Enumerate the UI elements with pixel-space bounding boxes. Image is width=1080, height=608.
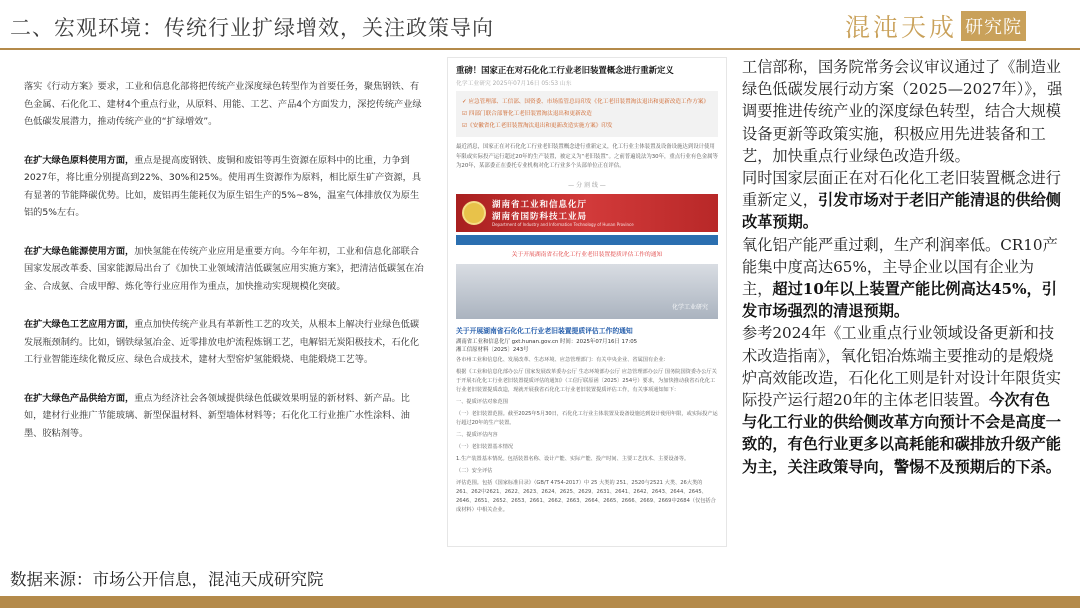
photo-watermark: 化学工业研究 — [671, 303, 708, 311]
page-title: 二、宏观环境：传统行业扩绿增效，关注政策导向 — [10, 16, 494, 40]
notice-source: 湖南省工业和信息化厅 gxt.hunan.gov.cn 时间：2025年07月16日 17:05 — [456, 338, 638, 345]
red-caption: 关于开展湖南省石化化工行业老旧装置提质评估工作的通知 — [511, 251, 663, 258]
article-meta: 化学工业研究 2025年07月16日 05:53 山东 — [456, 81, 572, 87]
paragraph-heading: 在扩大绿色产品供给方面， — [24, 392, 135, 404]
article-photo — [456, 264, 718, 319]
paragraph-green-products — [24, 390, 424, 443]
notice-paragraph: （一）老旧装置范围。截至2025年5月30日，石化化工行业主体装置及设备设施达到设计使用年限，或实际投产运行超过20年的生产装置。 — [456, 410, 718, 426]
right-text-bold: 今次有色与化工行业的供给侧改革方向预计不会是高度一致的，有色行业更多以高耗能和碳排放升级产能为主，关注政策导向，警惕不及预期后的下杀。 — [742, 391, 1061, 476]
company-logo — [845, 6, 1060, 46]
government-banner — [456, 194, 718, 232]
emblem-icon — [462, 201, 486, 225]
paragraph-heading: 在扩大绿色工艺应用方面， — [24, 319, 135, 330]
banner-subtitle: 湖南省国防科技工业局 — [492, 212, 588, 222]
related-links-box — [456, 91, 718, 137]
data-source: 数据来源：市场公开信息，混沌天成研究院 — [10, 570, 324, 589]
right-text: 工信部称，国务院常务会议审议通过了《制造业绿色低碳发展行动方案（2025—2027年）》，强调要推进传统产业的深度绿色转型，结合大规模设备更新等政策实施，积极应用先进装备和工艺，加快重点行业绿色改造升级。 — [742, 58, 1063, 165]
notice-text — [448, 356, 726, 515]
notice-paragraph: 二、提质评估内容 — [456, 431, 498, 438]
header-divider — [0, 48, 1080, 50]
notice-paragraph: 各市州工业和信息化、发展改革、生态环境、应急管理部门：有关中央企业、省属国有企业： — [456, 356, 669, 363]
right-text-column — [742, 56, 1064, 478]
banner-english: Department of Industry and Information Technology of Hunan Province — [492, 222, 634, 227]
related-link[interactable]: ☑ 四部门联合部署化工老旧装置淘汰退出和更新改造 — [462, 111, 592, 117]
article-body: 最近消息，国家正在对石化化工行业老旧装置概念进行重新定义，化工行业主体装置及设备设施达到设计使用年限或实际投产运行超过20年的生产装置，被定义为“老旧装置”。之前普遍说法为30年，重点行业有色金属等为20年，某部委正在委托专业机构对化工行业多个头部单位正在评估。 — [456, 144, 718, 169]
notice-paragraph: （二）安全评估 — [456, 467, 493, 474]
notice-paragraph: 1.生产装置基本情况。包括装置名称、设计产能、实际产能、投产时间、主要工艺技术、主要设备等。 — [456, 455, 690, 462]
right-text: 参考2024年《工业重点行业领域设备更新和技术改造指南》，氧化铝冶炼端主要推动的是煅烧炉高效能改造，石化化工则是针对设计年限货实际投产运行超20年的主体老旧装置。 — [742, 324, 1061, 410]
paragraph-body: 加快氢能在传统产业应用是重要方向。今年年初，工业和信息化部联合国家发展改革委、国家能源局出台了《加快工业领域清洁低碳氢应用实施方案》，把清洁低碳氢在冶金、合成氨、合成甲醇、炼化等行业应用作为重点，加快推动实现规模化突破。 — [24, 245, 424, 292]
site-nav-strip — [456, 235, 718, 245]
paragraph-green-raw-materials — [24, 152, 424, 222]
right-text-bold: 超过10年以上装置产能比例高达45%，引发市场强烈的清退预期。 — [742, 280, 1057, 321]
left-text-column — [24, 78, 424, 463]
banner-title: 湖南省工业和信息化厅 — [492, 200, 588, 210]
paragraph-green-energy — [24, 243, 424, 296]
notice-paragraph: 根据《工业和信息化部办公厅 国家发展改革委办公厅 生态环境部办公厅 应急管理部办公厅 国务院国资委办公厅关于开展石化化工行业老旧装置提质评估的通知》（工信厅联原函〔2025〕254号）要求，为加快推动我省石化化工行业老旧装置提质改造，现就开展我省石化化工行业老旧装置提质评估工作，有关事项通知如下： — [456, 368, 717, 393]
paragraph-intro: 落实《行动方案》要求，工业和信息化部将把传统产业深度绿色转型作为首要任务，聚焦钢铁、有色金属、石化化工、建材4个重点行业，从原料、用能、工艺、产品4个方面发力，深挖传统产业绿色低碳发展潜力，推动传统产业的“扩绿增效”。 — [24, 81, 422, 127]
related-link[interactable]: ☑《安徽省化工老旧装置淘汰退出和更新改造实施方案》印发 — [462, 123, 613, 129]
right-text-bold: 引发市场对于老旧产能清退的供给侧改革预期。 — [742, 191, 1061, 232]
right-text: 氧化铝产能严重过剩，生产利润率低。CR10产能集中度高达65%，主导企业以国有企业为主， — [742, 235, 1058, 299]
article-title: 重磅！国家正在对石化化工行业老旧装置概念进行重新定义 — [456, 65, 674, 75]
related-link[interactable]: ✓ 应急管理部、工信部、国资委、市场监管总局印发《化工老旧装置淘汰退出和更新改造工作方案》 — [462, 99, 709, 105]
notice-paragraph: 评估范围。包括《国家标准目录》（GB/T 4754-2017）中 25 大类的 251、2520与2521 大类、26大类的 261、262中2621、2622、2623、2624、2625、2629、2631、2641、2642、2643、2644、2645、2646、2651、2652、2653、2661、2662、2663、2664、2665、2666、2669、2669中2684（仅包括合成材料）中相关企业。 — [456, 479, 716, 513]
paragraph-body: 重点是提高废钢铁、废铜和废铝等再生资源在原料中的比重，力争到2027年，将比重分别提高到22%、30%和25%。使用再生资源作为原料，相比原生矿产资源，具有显著的节能降碳优势。比如，废铝再生能耗仅为原生铝生产的5%~8%，温室气体排放仅为原生铝的5%左右。 — [24, 154, 422, 218]
footer-bar — [0, 596, 1080, 608]
notice-paragraph: 一、提质评估对象范围 — [456, 398, 508, 405]
logo-suffix: 研究院 — [961, 11, 1026, 41]
paragraph-heading: 在扩大绿色原料使用方面， — [24, 154, 135, 166]
paragraph-heading: 在扩大绿色能源使用方面， — [24, 245, 135, 257]
logo-text: 混沌天成 — [845, 13, 958, 42]
article-screenshot — [447, 57, 727, 547]
notice-doc-number: 湘工信原材料〔2025〕243号 — [456, 346, 529, 353]
right-text: 同时国家层面正在对石化化工老旧装置概念进行重新定义， — [742, 169, 1061, 210]
notice-title: 关于开展湖南省石化化工行业老旧装置提质评估工作的通知 — [456, 326, 633, 335]
paragraph-green-process — [24, 316, 424, 369]
paragraph-body: 重点为经济社会各领域提供绿色低碳效果明显的新材料、新产品。比如，建材行业推广节能玻璃、新型保温材料、新型墙体材料等；石化化工行业推广水性涂料、油墨、胶粘剂等。 — [24, 392, 410, 439]
notice-paragraph: （一）老旧装置基本情况 — [456, 443, 514, 450]
section-divider: — 分 割 线 — — [568, 181, 606, 189]
paragraph-body: 重点加快传统产业具有革新性工艺的攻关，从根本上解决行业绿色低碳发展瓶颈制约。比如，钢铁绿氢冶金、近零排放电炉流程炼钢工艺，电解铝无炭阳极技术，石化化工行业智能连续化微反应、绿色合成技术，建材大型窑炉氢能煅烧、电能煅烧工艺等。 — [24, 319, 420, 365]
